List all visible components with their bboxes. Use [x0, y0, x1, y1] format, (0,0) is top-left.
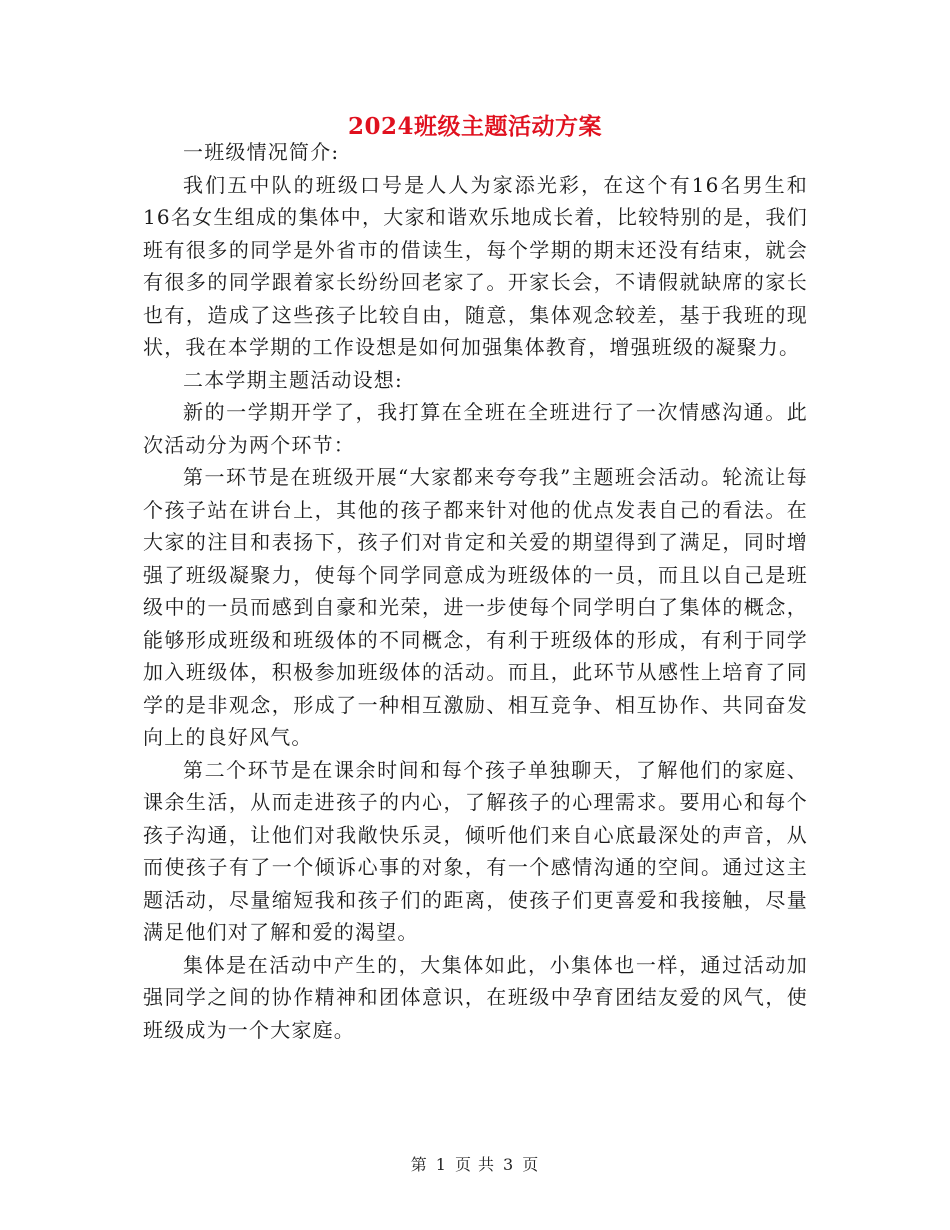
paragraph: 第二个环节是在课余时间和每个孩子单独聊天，了解他们的家庭、课余生活，从而走进孩子的内心，了解孩子的心理需求。要用心和每个孩子沟通，让他们对我敞快乐灵，倾听他们来自心底最深处的声音，从而使孩子有了一个倾诉心事的对象，有一个感情沟通的空间。通过这主题活动，尽量缩短我和孩子们的距离，使孩子们更喜爱和我接触，尽量满足他们对了解和爱的渴望。: [143, 757, 808, 944]
section-heading: 二本学期主题活动设想:: [183, 367, 403, 392]
footer-middle: 页 共: [454, 1155, 496, 1174]
page-total: 3: [503, 1155, 515, 1174]
paragraph: 集体是在活动中产生的，大集体如此，小集体也一样，通过活动加强同学之间的协作精神和团体意识，在班级中孕育团结友爱的风气，使班级成为一个大家庭。: [143, 952, 808, 1042]
document-body: [143, 136, 808, 1046]
page-number: 1: [435, 1155, 447, 1174]
paragraph: 我们五中队的班级口号是人人为家添光彩，在这个有16名男生和16名女生组成的集体中，大家和谐欢乐地成长着，比较特别的是，我们班有很多的同学是外省市的借读生，每个学期的期末还没有结束，就会有很多的同学跟着家长纷纷回老家了。开家长会，不请假就缺席的家长也有，造成了这些孩子比较自由，随意，集体观念较差，基于我班的现状，我在本学期的工作设想是如何加强集体教育，增强班级的凝聚力。: [143, 172, 808, 359]
paragraph: 第一环节是在班级开展“大家都来夸夸我”主题班会活动。轮流让每个孩子站在讲台上，其他的孩子都来针对他的优点发表自己的看法。在大家的注目和表扬下，孩子们对肯定和关爱的期望得到了满足，同时增强了班级凝聚力，使每个同学同意成为班级体的一员，而且以自己是班级中的一员而感到自豪和光荣，进一步使每个同学明白了集体的概念，能够形成班级和班级体的不同概念，有利于班级体的形成，有利于同学加入班级体，积极参加班级体的活动。而且，此环节从感性上培育了同学的是非观念，形成了一种相互激励、相互竞争、相互协作、共同奋发向上的良好风气。: [143, 465, 808, 749]
paragraph: 新的一学期开学了，我打算在全班在全班进行了一次情感沟通。此次活动分为两个环节：: [143, 400, 808, 457]
footer-suffix: 页: [522, 1155, 540, 1174]
document-title: 2024班级主题活动方案: [347, 113, 602, 140]
section-heading: 一班级情况简介:: [183, 140, 340, 164]
footer-prefix: 第: [410, 1155, 428, 1174]
page-footer: [0, 1152, 950, 1175]
